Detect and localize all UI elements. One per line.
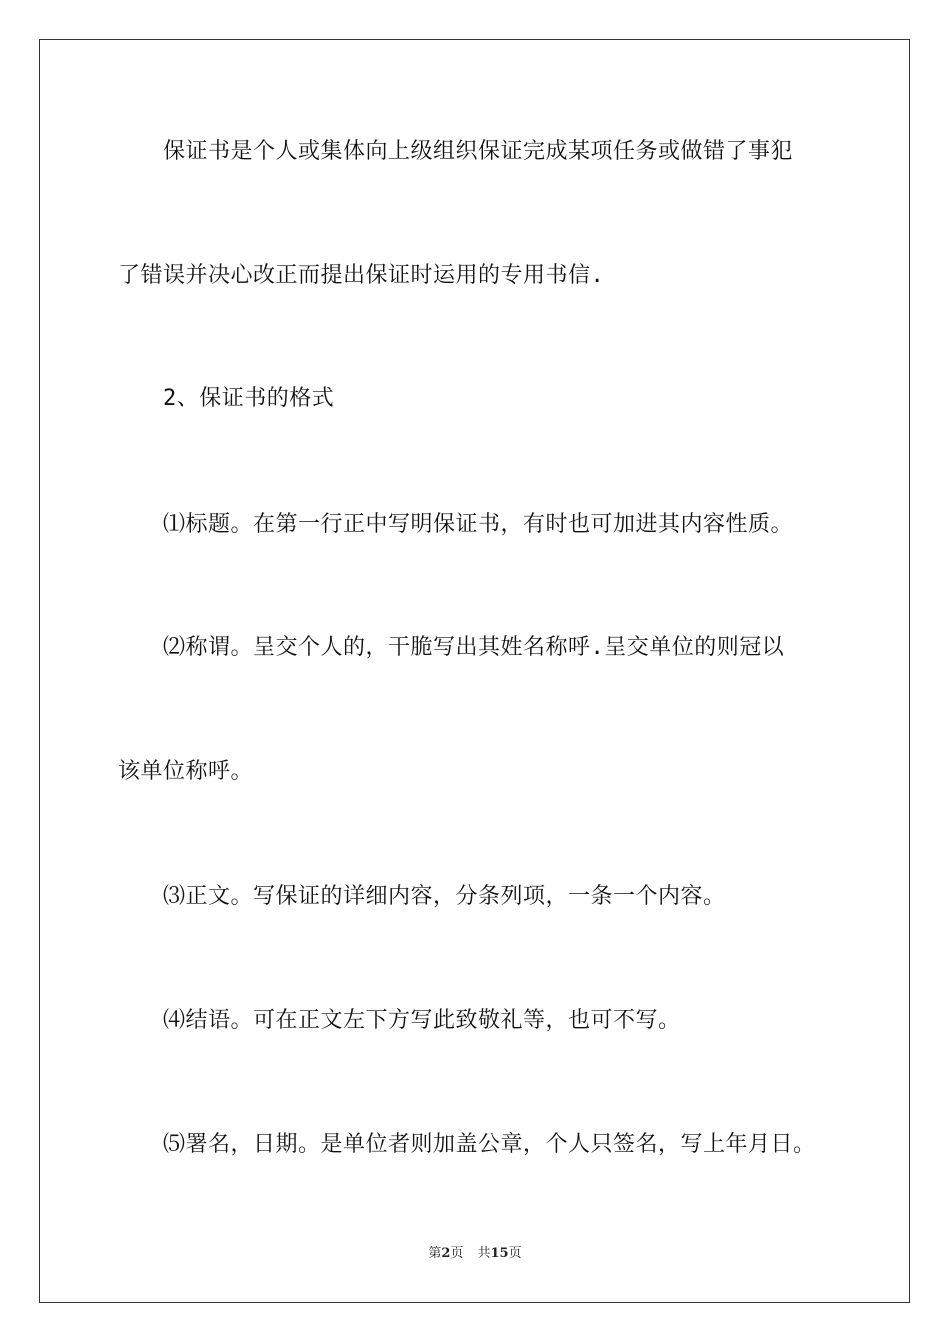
page-footer	[0, 1245, 950, 1263]
list-item-signature: ⑸署名，日期。是单位者则加盖公章，个人只签名，写上年月日。	[163, 1132, 816, 1157]
list-item-body: ⑶正文。写保证的详细内容，分条列项，一条一个内容。	[163, 884, 726, 909]
footer-page-prefix: 第	[428, 1246, 442, 1261]
footer-page-number: 2	[441, 1246, 451, 1261]
list-item-salutation-cont: 该单位称呼。	[118, 759, 254, 784]
paragraph-line-1: 保证书是个人或集体向上级组织保证完成某项任务或做错了事犯	[163, 139, 794, 164]
list-item-title: ⑴标题。在第一行正中写明保证书，有时也可加进其内容性质。	[163, 512, 794, 537]
section-heading: 2、保证书的格式	[163, 386, 335, 411]
list-item-closing: ⑷结语。可在正文左下方写此致敬礼等，也可不写。	[163, 1008, 681, 1033]
list-item-salutation: ⑵称谓。呈交个人的，干脆写出其姓名称呼.呈交单位的则冠以	[163, 635, 785, 660]
footer-page-suffix: 页	[450, 1246, 464, 1261]
footer-total-prefix: 共	[477, 1246, 491, 1261]
page-border	[39, 39, 910, 1303]
paragraph-line-2: 了错误并决心改正而提出保证时运用的专用书信.	[118, 263, 605, 288]
footer-total-pages: 15	[490, 1246, 509, 1261]
footer-total-suffix: 页	[508, 1246, 522, 1261]
